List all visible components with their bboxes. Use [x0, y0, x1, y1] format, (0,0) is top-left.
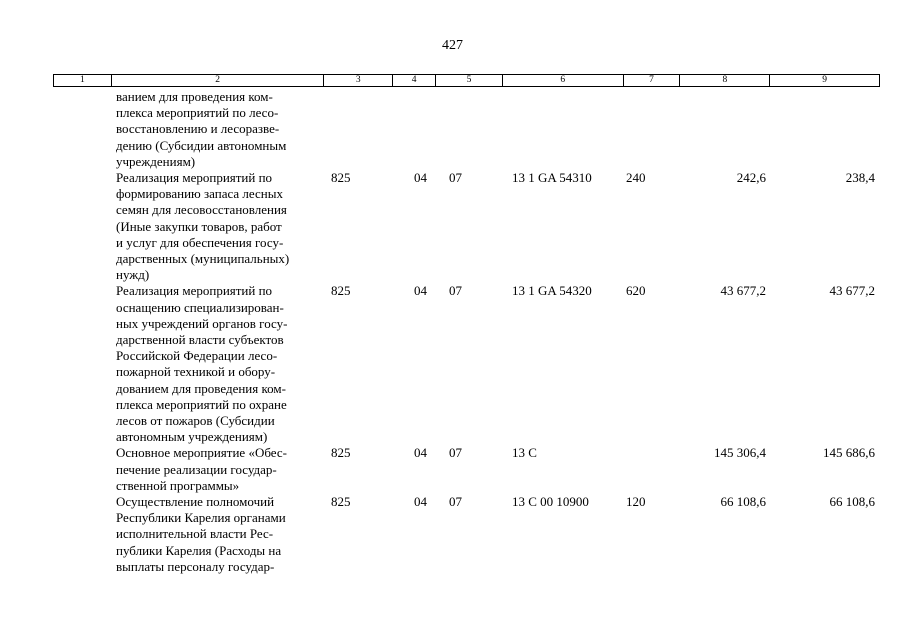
description-line: публики Карелия (Расходы на: [116, 542, 282, 558]
cell-code-7: 240: [626, 170, 646, 186]
cell-code-5: [436, 89, 503, 170]
cell-code-4: [393, 89, 436, 170]
description-line: плекса мероприятий по охране: [116, 396, 287, 412]
cell-col-1: [53, 170, 111, 283]
table-row: [53, 170, 880, 283]
description-line: ных учреждений органов госу-: [116, 315, 288, 331]
cell-amount-9: 43 677,2: [829, 283, 875, 299]
cell-code-6: 13 С 00 10900: [512, 494, 589, 510]
cell-col-1: [53, 445, 111, 494]
cell-amount-9: 145 686,6: [823, 445, 875, 461]
cell-description: [111, 170, 324, 283]
description-line: восстановлению и лесоразве-: [116, 121, 280, 137]
cell-code-7: 620: [626, 283, 646, 299]
description-line: Реализация мероприятий по: [116, 283, 273, 299]
cell-amount-8: [681, 89, 771, 170]
table-body: [53, 89, 880, 575]
cell-code-4: 04: [414, 445, 427, 461]
table-row: [53, 283, 880, 445]
cell-code-3: 825: [331, 283, 351, 299]
cell-amount-9: [771, 89, 880, 170]
cell-amount-8: 145 306,4: [714, 445, 766, 461]
table-row: [53, 494, 880, 575]
cell-code-5: 07: [449, 494, 462, 510]
description-line: и услуг для обеспечения госу-: [116, 234, 284, 250]
description-line: пожарной техникой и обору-: [116, 364, 276, 380]
description-line: дению (Субсидии автономным: [116, 137, 287, 153]
cell-code-6: [503, 89, 624, 170]
cell-code-5: 07: [449, 445, 462, 461]
header-col-1: 1: [54, 75, 112, 86]
description-line: выплаты персоналу государ-: [116, 558, 275, 574]
description-line: ственной программы»: [116, 477, 240, 493]
description-line: печение реализации государ-: [116, 461, 277, 477]
description-line: автономным учреждениям): [116, 429, 268, 445]
header-col-8: 8: [680, 75, 770, 86]
cell-code-6: 13 1 GA 54310: [512, 170, 592, 186]
cell-code-7: [624, 89, 681, 170]
description-line: дованием для проведения ком-: [116, 380, 286, 396]
description-line: исполнительной власти Рес-: [116, 526, 274, 542]
description-line: плекса мероприятий по лесо-: [116, 105, 279, 121]
description-line: Основное мероприятие «Обес-: [116, 445, 287, 461]
cell-description: [111, 89, 324, 170]
cell-amount-8: 43 677,2: [720, 283, 766, 299]
description-line: дарственных (муниципальных): [116, 251, 290, 267]
header-col-5: 5: [436, 75, 503, 86]
table-row: [53, 89, 880, 170]
cell-code-3: 825: [331, 445, 351, 461]
description-line: Осуществление полномочий: [116, 494, 275, 510]
header-col-9: 9: [822, 75, 827, 85]
cell-amount-9: 238,4: [845, 170, 875, 186]
cell-code-3: 825: [331, 170, 351, 186]
description-line: лесов от пожаров (Субсидии: [116, 413, 275, 429]
description-line: оснащению специализирован-: [116, 299, 284, 315]
cell-code-7: [624, 445, 681, 494]
description-line: ванием для проведения ком-: [116, 89, 273, 104]
description-line: (Иные закупки товаров, работ: [116, 218, 282, 234]
cell-code-3: 825: [331, 494, 351, 510]
cell-code-7: 120: [626, 494, 646, 510]
header-col-2: 2: [112, 75, 324, 86]
cell-amount-8: 242,6: [736, 170, 766, 186]
cell-code-4: 04: [414, 283, 427, 299]
description-line: Российской Федерации лесо-: [116, 348, 278, 364]
cell-code-5: 07: [449, 170, 462, 186]
description-line: учреждениям): [116, 153, 196, 169]
cell-col-1: [53, 283, 111, 445]
description-line: дарственной власти субъектов: [116, 332, 284, 348]
cell-description: [111, 445, 324, 494]
description-line: формированию запаса лесных: [116, 186, 283, 202]
cell-col-1: [53, 494, 111, 575]
cell-code-3: [324, 89, 393, 170]
description-line: нужд): [116, 267, 150, 283]
table-header: [53, 74, 880, 87]
description-line: семян для лесовосстановления: [116, 202, 287, 218]
cell-code-5: 07: [449, 283, 462, 299]
header-col-3: 3: [324, 75, 393, 86]
cell-code-6: 13 С: [512, 445, 537, 461]
header-col-4: 4: [393, 75, 436, 86]
description-line: Реализация мероприятий по: [116, 170, 273, 186]
cell-col-1: [53, 89, 111, 170]
cell-code-6: 13 1 GA 54320: [512, 283, 592, 299]
cell-code-4: 04: [414, 494, 427, 510]
cell-description: [111, 494, 324, 575]
table-row: [53, 445, 880, 494]
description-line: Республики Карелия органами: [116, 510, 286, 526]
cell-amount-9: 66 108,6: [829, 494, 875, 510]
header-col-7: 7: [624, 75, 681, 86]
cell-amount-8: 66 108,6: [720, 494, 766, 510]
page-number: 427: [442, 38, 463, 53]
cell-description: [111, 283, 324, 445]
cell-code-4: 04: [414, 170, 427, 186]
header-col-6: 6: [503, 75, 624, 86]
